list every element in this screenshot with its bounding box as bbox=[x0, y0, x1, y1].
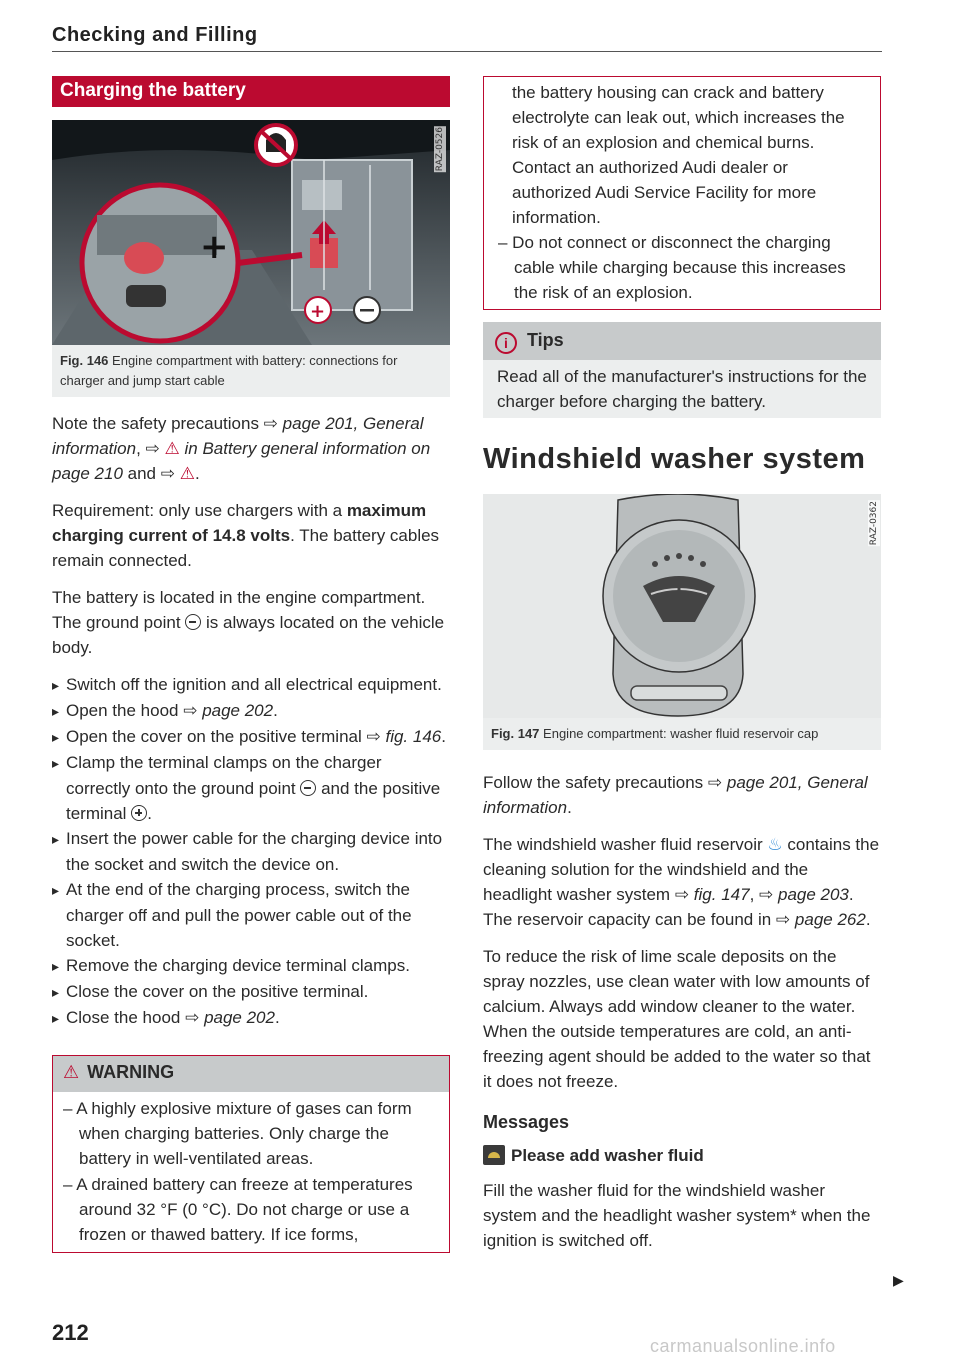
warning-triangle-icon: ⚠ bbox=[164, 439, 180, 458]
warning-item: – A drained battery can freeze at temperatures around 32 °F (0 °C). Do not charge or use a frozen or thawed battery. If ice forms, bbox=[63, 1175, 413, 1244]
figure-147-image bbox=[483, 494, 881, 718]
reservoir-paragraph bbox=[483, 832, 881, 932]
text: Follow the safety precautions ⇨ bbox=[483, 773, 727, 792]
warning-item: – A highly explosive mixture of gases can form when charging batteries. Only charge the battery in well-ventilated areas. bbox=[63, 1099, 412, 1168]
text: Switch off the ignition and all electrical equipment. bbox=[66, 675, 442, 694]
positive-clamp-shape bbox=[124, 242, 164, 274]
link-figure[interactable]: fig. 147 bbox=[693, 885, 750, 904]
message-label: Please add washer fluid bbox=[511, 1146, 704, 1165]
warning-body bbox=[53, 1092, 449, 1252]
step-item bbox=[52, 1005, 450, 1031]
text: contains the cleaning solution for the windshield and the headlight washer system ⇨ bbox=[483, 835, 880, 904]
message-item bbox=[483, 1145, 881, 1166]
text: . bbox=[441, 727, 446, 746]
text: The battery is located in the engine compartment. The ground point bbox=[52, 588, 426, 632]
link-battery-info[interactable]: in Battery general information on page 210 bbox=[52, 439, 431, 483]
minus-circle-icon bbox=[185, 614, 201, 630]
page-number: 212 bbox=[52, 1320, 89, 1345]
step-item bbox=[52, 953, 450, 979]
text: Close the cover on the positive terminal. bbox=[66, 982, 369, 1001]
text: and the positive terminal bbox=[66, 779, 441, 823]
text: , ⇨ bbox=[749, 885, 778, 904]
text: Clamp the terminal clamps on the charger correctly onto the ground point bbox=[66, 753, 382, 798]
text: Note the safety precautions ⇨ bbox=[52, 414, 283, 433]
text: . The reservoir capacity can be found in ⇨ bbox=[483, 885, 854, 929]
text: . bbox=[865, 910, 871, 929]
figure-146-image bbox=[52, 120, 450, 345]
link-page[interactable]: page 262 bbox=[794, 910, 866, 929]
section-title-washer: Windshield washer system bbox=[483, 443, 866, 475]
warning-item: – Do not connect or disconnect the charging cable while charging because this increases the risk of an explosion. bbox=[498, 233, 846, 302]
tips-header bbox=[483, 322, 881, 360]
left-column bbox=[52, 76, 450, 1253]
info-icon: i bbox=[495, 332, 517, 354]
safety-paragraph bbox=[483, 770, 881, 820]
caption-label: Fig. 147 bbox=[491, 726, 540, 741]
tips-box bbox=[483, 322, 881, 418]
warning-continuation bbox=[483, 76, 881, 310]
step-item bbox=[52, 877, 450, 953]
page-header bbox=[52, 24, 882, 52]
lime-scale-paragraph: To reduce the risk of lime scale deposits on the spray nozzles, use clean water with low amounts of calcium. Always add window cleaner to the water. When the outside temperatures are cold, an anti-freezing agent should be added to the water so that it does not freeze. bbox=[483, 947, 871, 1091]
text: . bbox=[274, 1008, 280, 1027]
link-general-info[interactable]: page 201, General information bbox=[52, 414, 424, 458]
section-title-charging: Charging the battery bbox=[52, 76, 450, 107]
tips-title: Tips bbox=[527, 330, 564, 350]
washer-warning-icon bbox=[483, 1145, 505, 1165]
step-item bbox=[52, 724, 450, 750]
link-general-info[interactable]: page 201, General information bbox=[483, 773, 868, 817]
warning-header bbox=[53, 1056, 449, 1092]
washer-cap-illustration bbox=[483, 494, 881, 718]
text: . The battery cables remain connected. bbox=[52, 526, 440, 570]
link-page[interactable]: page 202 bbox=[202, 701, 274, 720]
messages-heading: Messages bbox=[483, 1112, 570, 1132]
link-page[interactable]: page 203 bbox=[777, 885, 849, 904]
washer-fluid-icon: ♨ bbox=[767, 835, 783, 854]
right-column bbox=[483, 76, 881, 1253]
text: Close the hood ⇨ bbox=[66, 1008, 205, 1027]
next-page-arrow-icon: ▶ bbox=[893, 1272, 904, 1288]
tips-text: Read all of the manufacturer's instructions for the charger before charging the battery. bbox=[497, 367, 867, 411]
text: , ⇨ bbox=[136, 439, 165, 458]
text: . bbox=[567, 798, 572, 817]
link-figure[interactable]: fig. 146 bbox=[385, 727, 442, 746]
battery-illustration bbox=[52, 120, 450, 345]
text: and ⇨ bbox=[122, 464, 180, 483]
warning-triangle-icon: ⚠ bbox=[63, 1062, 80, 1082]
figure-code: RAZ-0526 bbox=[435, 127, 445, 172]
watermark: carmanualsonline.info bbox=[650, 1336, 836, 1356]
text: Open the cover on the positive terminal ⇨ bbox=[66, 727, 386, 746]
figure-146 bbox=[52, 120, 450, 397]
text: Open the hood ⇨ bbox=[66, 701, 203, 720]
svg-text:+: + bbox=[200, 227, 229, 267]
chapter-title: Checking and Filling bbox=[52, 24, 258, 46]
figure-147 bbox=[483, 494, 881, 750]
location-paragraph bbox=[52, 585, 450, 660]
warning-triangle-icon: ⚠ bbox=[179, 464, 195, 483]
text: Remove the charging device terminal clamps. bbox=[66, 956, 410, 975]
text: . bbox=[194, 464, 200, 483]
warning-cont-text: the battery housing can crack and battery electrolyte can leak out, which increases the risk of an explosion and chemical burns. Contact an authorized Audi dealer or authorized Audi Service Facility for more information. bbox=[512, 83, 845, 227]
plus-circle-icon bbox=[131, 805, 147, 821]
text: Insert the power cable for the charging device into the socket and switch the device on. bbox=[66, 829, 443, 874]
text: is always located on the vehicle body. bbox=[52, 613, 445, 657]
requirement-paragraph bbox=[52, 498, 450, 573]
minus-circle-icon bbox=[300, 780, 316, 796]
figure-147-caption bbox=[483, 718, 881, 750]
step-item bbox=[52, 979, 450, 1005]
link-page[interactable]: page 202 bbox=[204, 1008, 275, 1027]
svg-text:+: + bbox=[310, 301, 326, 322]
text: Requirement: only use chargers with a bbox=[52, 501, 347, 520]
figure-code: RAZ-0362 bbox=[869, 501, 879, 546]
safety-paragraph bbox=[52, 411, 450, 486]
step-item bbox=[52, 698, 450, 724]
fill-paragraph: Fill the washer fluid for the windshield washer system and the headlight washer system* when the ignition is switched off. bbox=[483, 1181, 871, 1250]
emphasis: maximum charging current of 14.8 volts bbox=[52, 501, 427, 545]
warning-title: WARNING bbox=[87, 1062, 175, 1082]
text: At the end of the charging process, switch the charger off and pull the power cable out of the socket. bbox=[66, 880, 412, 950]
caption-label: Fig. 146 bbox=[60, 353, 109, 368]
step-item bbox=[52, 826, 450, 877]
step-item bbox=[52, 750, 450, 826]
text: The windshield washer fluid reservoir bbox=[483, 835, 768, 854]
figure-146-caption bbox=[52, 345, 450, 397]
text: . bbox=[273, 701, 278, 720]
step-item bbox=[52, 672, 450, 698]
caption-text: Engine compartment with battery: connections for charger and jump start cable bbox=[60, 353, 398, 388]
text: . bbox=[147, 804, 152, 823]
warning-box bbox=[52, 1055, 450, 1253]
caption-text: Engine compartment: washer fluid reservoir cap bbox=[543, 726, 819, 741]
charging-steps bbox=[52, 672, 450, 1031]
